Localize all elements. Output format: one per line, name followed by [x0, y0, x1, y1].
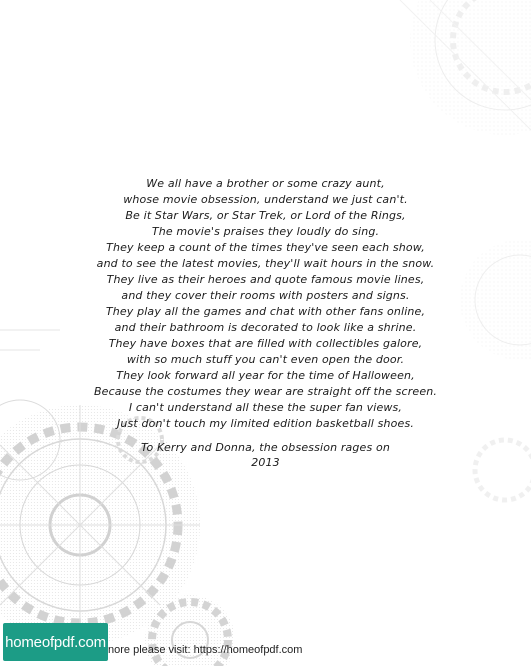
poem-line: and their bathroom is decorated to look like a shrine.	[114, 321, 417, 334]
poem	[0, 176, 531, 432]
poem-line: Be it Star Wars, or Star Trek, or Lord of the Rings,	[125, 209, 406, 222]
poem-line: They play all the games and chat with other fans online,	[105, 305, 426, 318]
visit-notice	[108, 643, 302, 657]
dedication-year: 2013	[251, 456, 280, 469]
poem-line: whose movie obsession, understand we just can't.	[123, 193, 408, 206]
dedication	[0, 440, 531, 470]
poem-line: The movie's praises they loudly do sing.	[151, 225, 380, 238]
poem-line: I can't understand all these the super fan views,	[128, 401, 403, 414]
poem-line: Because the costumes they wear are straight off the screen.	[93, 385, 438, 398]
footer	[0, 620, 531, 666]
site-logo-text: homeofpdf.com	[5, 633, 106, 651]
dedication-text: To Kerry and Donna, the obsession rages on	[140, 441, 390, 454]
poem-line: They keep a count of the times they've seen each show,	[106, 241, 425, 254]
visit-prefix: nore please visit:	[108, 644, 194, 656]
poem-line: with so much stuff you can't even open the door.	[126, 353, 405, 366]
poem-line: They live as their heroes and quote famous movie lines,	[106, 273, 425, 286]
poem-line: and they cover their rooms with posters and signs.	[121, 289, 410, 302]
poem-line: They have boxes that are filled with collectibles galore,	[108, 337, 423, 350]
poem-line: and to see the latest movies, they'll wait hours in the snow.	[96, 257, 435, 270]
site-logo-button[interactable]	[3, 623, 108, 661]
poem-line: Just don't touch my limited edition basketball shoes.	[117, 417, 414, 430]
visit-link[interactable]: https://homeofpdf.com	[193, 644, 303, 656]
poem-line: We all have a brother or some crazy aunt,	[146, 177, 385, 190]
poem-line: They look forward all year for the time of Halloween,	[116, 369, 415, 382]
